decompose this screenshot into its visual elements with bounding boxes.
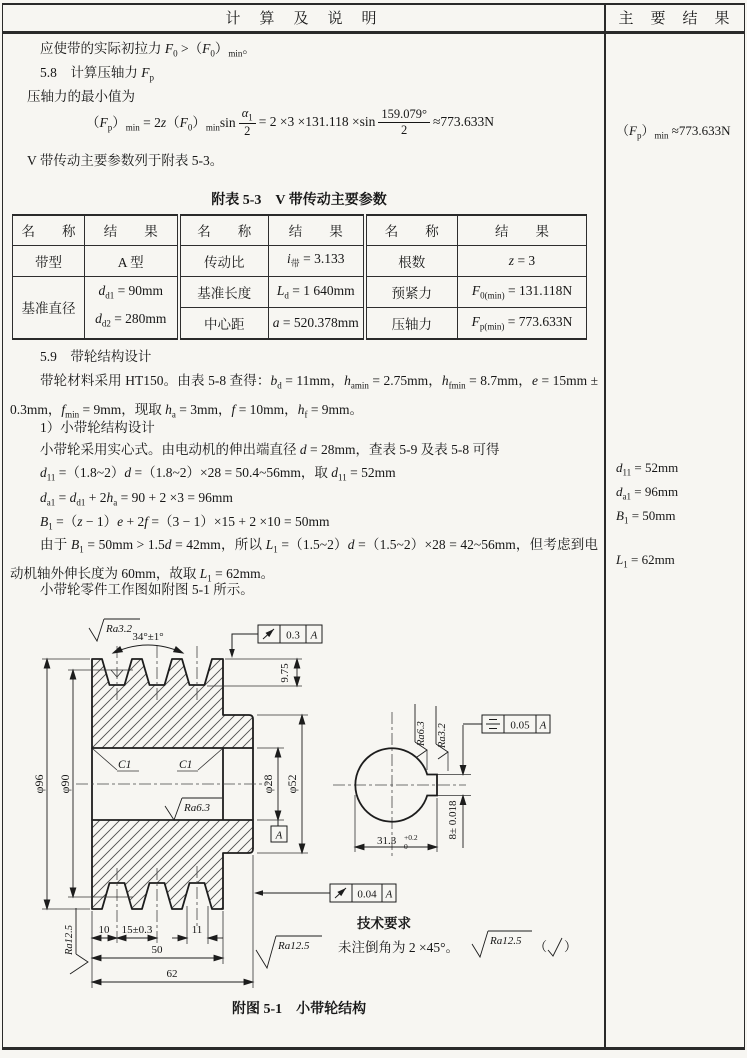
header-rule bbox=[2, 31, 745, 34]
right-border bbox=[744, 3, 745, 1049]
dim-62-label: 62 bbox=[166, 968, 178, 980]
paragraph-min-axial-force: 压轴力的最小值为 bbox=[27, 89, 135, 104]
header-right-title: 主 要 结 果 bbox=[618, 11, 731, 27]
dim-15-label: 15±0.3 bbox=[121, 924, 153, 936]
dim-11-label: 11 bbox=[191, 924, 203, 936]
cell-axial-force-name: 压轴力 bbox=[365, 307, 458, 339]
phi90-label: φ90 bbox=[58, 774, 72, 794]
header-cell: 结 果 bbox=[269, 215, 365, 245]
groove-angle-arc bbox=[113, 645, 183, 653]
formula-fp-min bbox=[86, 106, 494, 139]
paragraph-l1: 由于 $B_1 = 50mm > 1.5d = 42mm$，所以 $L_1$ =（1.5~2）d =（1.5~2）×28 = 42~56mm，但考虑到电动机轴外伸长度为 60mm，故取 $L_1 = 62mm$。 bbox=[10, 537, 599, 584]
cell-axial-force-value: $F_{p(min)} = 773.633N$ bbox=[458, 307, 587, 339]
header-cell: 结 果 bbox=[458, 215, 587, 245]
fraction-angle: $\frac{159.079^\circ}{2}$ bbox=[378, 107, 430, 138]
paragraph-material: 带轮材料采用 HT150。由表 5-8 查得：$b_d = 11mm$，$h_{amin} = 2.75mm$，$h_{fmin} = 8.7mm$，e = 15mm ± 0.3mm，$f_{min} = 9mm$，现取 $h_a = 3mm$，f = 10mm，$h_f = 9mm$。 bbox=[10, 373, 598, 420]
pulley-lower-section bbox=[92, 820, 253, 909]
dim-975-label: 9.75 bbox=[279, 663, 291, 683]
chamfer-right-label: C1 bbox=[179, 759, 193, 771]
equation-da1: $d_{a1} = d_{d1} + 2h_a = 90 + 2 \times 3 = 96mm$ bbox=[40, 490, 233, 508]
table-row bbox=[13, 245, 587, 276]
header-cell: 名 称 bbox=[365, 215, 458, 245]
paren-close: ） bbox=[564, 939, 578, 954]
pulley-upper-section bbox=[92, 659, 253, 748]
tolerance-frame-runout-top bbox=[229, 625, 322, 658]
paren-open: （ bbox=[534, 939, 548, 954]
symmetry-datum: A bbox=[539, 719, 547, 732]
cell-pretension-name: 预紧力 bbox=[365, 276, 458, 307]
cell-datum-length-value: $L_d = 1$ 640mm bbox=[269, 276, 365, 307]
cell-center-distance-value: a = 520.378mm bbox=[269, 307, 365, 339]
ra125-left-label: Ra12.5 bbox=[64, 924, 75, 956]
table-header-row bbox=[13, 215, 587, 245]
cell-count-name: 根数 bbox=[365, 245, 458, 276]
pulley-drawing bbox=[0, 600, 610, 1030]
header-cell: 名 称 bbox=[179, 215, 269, 245]
equation-d11: $d_{11}$ =（1.8~2）d =（1.8~2）×28 = 50.4~56mm，取 $d_{11} = 52mm$ bbox=[40, 465, 396, 483]
symmetry-value: 0.05 bbox=[510, 719, 530, 732]
dim-10-label: 10 bbox=[98, 924, 110, 936]
cell-count-value: z = 3 bbox=[458, 245, 587, 276]
chamfer-left-label: C1 bbox=[118, 759, 132, 771]
phi96-label: φ96 bbox=[32, 774, 46, 794]
runout1-datum: A bbox=[310, 629, 318, 642]
cell-belt-type-name: 带型 bbox=[13, 245, 85, 276]
dim-50-label: 50 bbox=[151, 944, 163, 956]
cell-center-distance-name: 中心距 bbox=[179, 307, 269, 339]
heading-small-pulley: 1）小带轮结构设计 bbox=[40, 420, 155, 435]
cell-pretension-value: $F_{0(min)} = 131.118N$ bbox=[458, 276, 587, 307]
equation-b1: $B_1 =(z - 1)e + 2f =(3 - 1)\times 15 + 2 \times 10 = 50mm$ bbox=[40, 514, 330, 532]
side-ra63-label: Ra6.3 bbox=[416, 721, 427, 746]
result-l1: $L_1 = 62mm$ bbox=[616, 552, 675, 570]
runout2-datum: A bbox=[385, 888, 393, 901]
heading-5-8: 5.8 计算压轴力 $F_p$ bbox=[40, 65, 154, 83]
cell-ratio-name: 传动比 bbox=[179, 245, 269, 276]
formula-part-b: = 2 ×3 ×131.118 ×sin bbox=[258, 114, 376, 130]
parameters-table bbox=[12, 214, 587, 340]
paragraph-figure-ref: 小带轮零件工作图如附图 5-1 所示。 bbox=[40, 582, 254, 597]
cell-datum-length-name: 基准长度 bbox=[179, 276, 269, 307]
result-da1: $d_{a1} = 96mm$ bbox=[616, 484, 679, 502]
ra32-top-label: Ra3.2 bbox=[106, 623, 132, 635]
formula-part-a: $(F_p)_{min} = 2z(F_0)_{min}\sin$ bbox=[86, 115, 236, 134]
cell-datum-diameter-name: 基准直径 bbox=[13, 276, 85, 339]
table-title: 附表 5-3 V 带传动主要参数 bbox=[211, 193, 387, 208]
table-row bbox=[13, 276, 587, 307]
general-ra-label: Ra12.5 bbox=[490, 935, 522, 947]
fraction-alpha: $\frac{\alpha_1}{2}$ bbox=[239, 106, 256, 139]
cell-ratio-value: $i_带 = 3.133$ bbox=[269, 245, 365, 276]
side-ra32-label: Ra3.2 bbox=[437, 723, 448, 748]
dim-313-tol-up: +0.2 bbox=[404, 833, 418, 842]
paragraph-solid-type: 小带轮采用实心式。由电动机的伸出端直径 d = 28mm，查表 5-9 及表 5-8 可得 bbox=[40, 442, 500, 457]
dim-313-tol-dn: 0 bbox=[404, 842, 408, 851]
runout2-value: 0.04 bbox=[357, 888, 377, 901]
tolerance-frame-symmetry bbox=[463, 715, 550, 733]
result-d11: $d_{11} = 52mm$ bbox=[616, 460, 679, 478]
cell-belt-type-value: A 型 bbox=[85, 245, 179, 276]
formula-part-c: ≈773.633N bbox=[432, 114, 495, 130]
cell-datum-diameter-value: $d_{d1} = 90mm$ $d_{d2} = 280mm$ bbox=[85, 276, 179, 339]
datum-a-label: A bbox=[275, 829, 283, 842]
top-border bbox=[2, 3, 745, 5]
dim-313-label: 31.3 bbox=[377, 835, 397, 847]
result-fp-min: $(F_p)_{min} \approx 773.633N$ bbox=[616, 123, 731, 141]
result-b1: $B_1 = 50mm$ bbox=[616, 508, 676, 526]
figure-caption: 附图 5-1 小带轮结构 bbox=[232, 1002, 367, 1017]
runout1-value: 0.3 bbox=[286, 629, 300, 642]
groove-angle-label: 34°±1° bbox=[132, 631, 164, 643]
paragraph-table-ref: V 带传动主要参数列于附表 5-3。 bbox=[27, 153, 224, 168]
paragraph-initial-tension: 应使带的实际初拉力 $F_0 >(F_0)_{min}$。 bbox=[40, 41, 256, 59]
heading-5-9: 5.9 带轮结构设计 bbox=[40, 349, 152, 364]
ra125-bottom-label: Ra12.5 bbox=[278, 940, 310, 952]
header-left-title: 计 算 及 说 明 bbox=[225, 11, 379, 27]
tech-requirements-title: 技术要求 bbox=[357, 916, 411, 931]
phi28-label: φ28 bbox=[261, 774, 275, 794]
header-cell: 名 称 bbox=[13, 215, 85, 245]
tech-requirements-note: 未注倒角为 2 ×45°。 bbox=[338, 940, 460, 955]
ra63-bore-label: Ra6.3 bbox=[184, 802, 210, 814]
bottom-border bbox=[2, 1047, 745, 1050]
header-cell: 结 果 bbox=[85, 215, 179, 245]
phi52-label: φ52 bbox=[285, 774, 299, 794]
check-mark-icon bbox=[548, 938, 562, 956]
dim-8-label: 8± 0.018 bbox=[447, 800, 459, 840]
